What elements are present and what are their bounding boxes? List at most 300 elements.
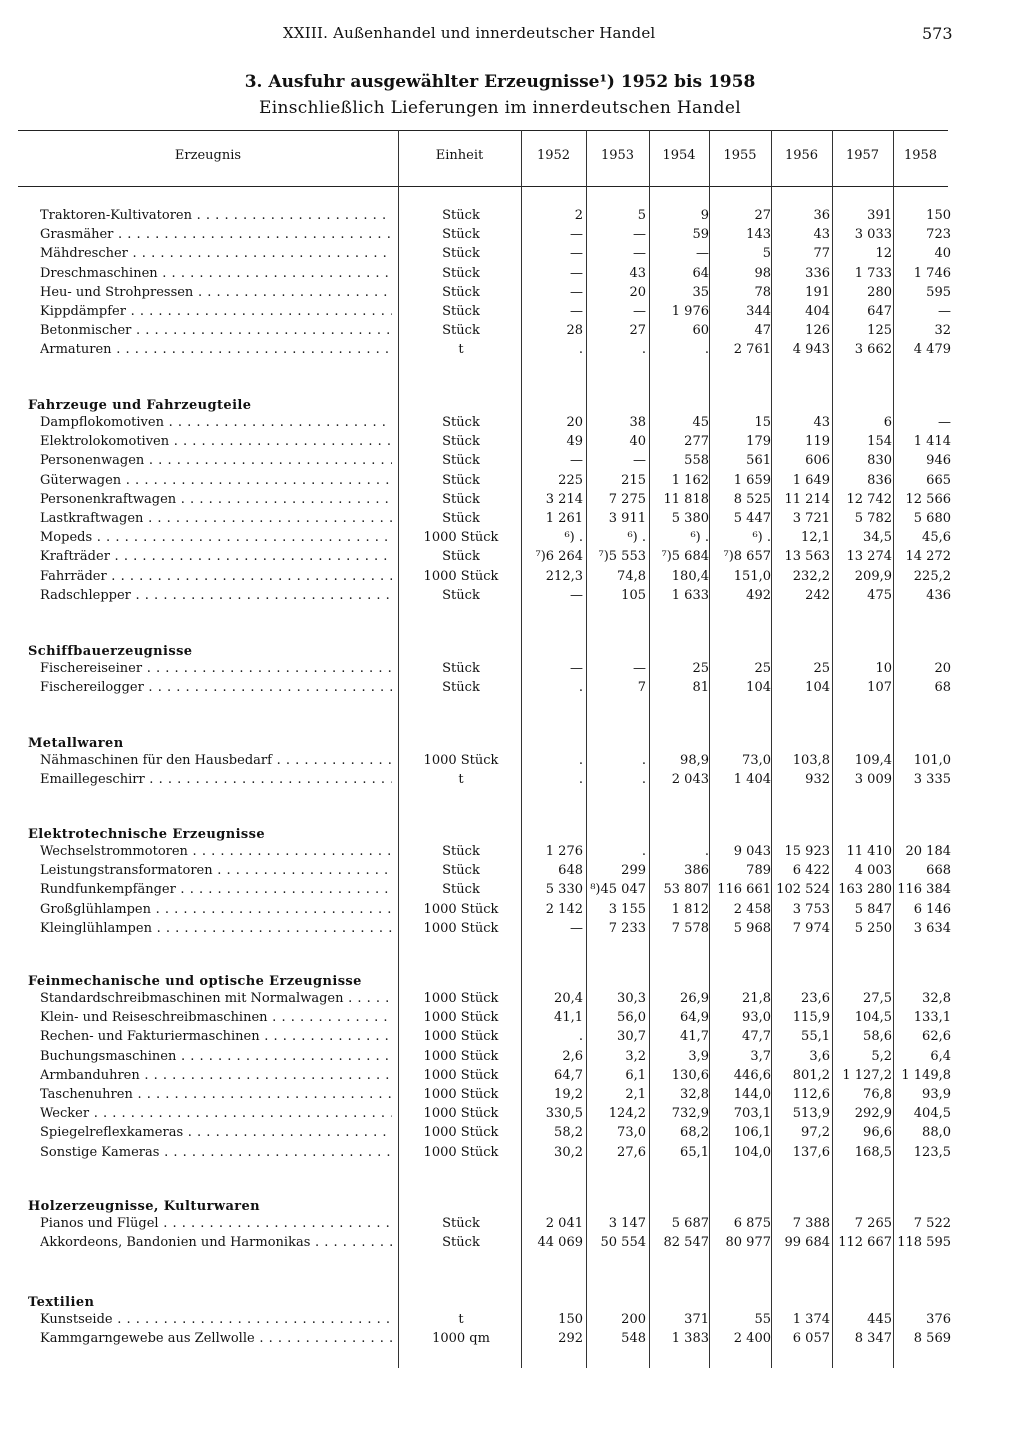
value-1953: 73,0 (617, 1125, 646, 1141)
value-1957: 5 782 (854, 511, 892, 526)
product-name: Dampflokomotiven . . . (40, 415, 392, 430)
header-year-1955: 1955 (723, 148, 757, 163)
value-1955: 1 404 (733, 772, 771, 788)
value-1955: 492 (746, 587, 771, 603)
value-1954: 45 (692, 415, 709, 430)
value-1953: — (633, 661, 646, 676)
value-1957: 154 (867, 434, 892, 450)
value-1955: 5 (762, 246, 771, 262)
section-heading: Feinmechanische und optische Erzeugnisse (28, 974, 362, 989)
value-1954: 64 (692, 265, 709, 281)
value-1958: 93,9 (922, 1087, 951, 1102)
value-1952: 225 (558, 472, 583, 488)
table-row (18, 1010, 951, 1029)
value-1954: 1 162 (671, 472, 709, 488)
value-1958: 40 (934, 246, 951, 262)
unit-cell: Stück (442, 453, 480, 469)
value-1958: 723 (926, 227, 951, 243)
product-name: Rundfunkempfänger . . . (40, 882, 392, 897)
value-1954: 68,2 (680, 1125, 709, 1141)
value-1957: 8 347 (854, 1331, 892, 1347)
value-1953: 20 (629, 284, 646, 300)
product-name: Personenwagen . . . (40, 453, 392, 468)
product-name: Elektrolokomotiven . . . (40, 434, 392, 449)
value-1957: 27,5 (863, 991, 892, 1006)
value-1953: . (641, 844, 646, 859)
value-1954: 1 976 (671, 304, 709, 319)
value-1952: 330,5 (545, 1106, 583, 1122)
value-1958: 225,2 (913, 568, 951, 584)
unit-cell: 1000 Stück (423, 530, 499, 546)
product-name: Güterwagen . . . (40, 473, 392, 488)
value-1953: 38 (629, 415, 646, 430)
value-1954: 82 547 (663, 1235, 709, 1251)
unit-cell: Stück (442, 304, 480, 319)
value-1957: 125 (867, 323, 892, 339)
table-row (18, 530, 951, 549)
product-name: Kippdämpfer . . . (40, 304, 392, 319)
header-einheit: Einheit (435, 148, 484, 163)
value-1957: 280 (867, 284, 892, 300)
table-row (18, 1312, 951, 1331)
value-1954: 1 633 (671, 587, 709, 603)
product-name: Armbanduhren . . . (40, 1068, 392, 1083)
value-1955: 80 977 (725, 1235, 771, 1251)
value-1952: ⁶) . (564, 530, 583, 546)
header-year-1958: 1958 (903, 148, 938, 163)
page-header (0, 24, 1024, 48)
value-1956: 3 721 (792, 511, 830, 526)
value-1957: 12 742 (846, 491, 892, 507)
product-name: Standardschreibmaschinen mit Normalwagen . . . (40, 991, 392, 1006)
product-name: Kammgarngewebe aus Zellwolle . . . (40, 1331, 392, 1346)
value-1956: 4 943 (792, 342, 830, 358)
value-1956: 36 (813, 208, 830, 223)
value-1955: 561 (746, 453, 771, 469)
product-name: Traktoren-Kultivatoren . . . (40, 208, 392, 223)
product-name: Grasmäher . . . (40, 227, 392, 242)
value-1952: 2 142 (545, 901, 583, 917)
value-1952: 1 276 (545, 844, 583, 859)
export-table (18, 130, 951, 1368)
unit-cell: Stück (442, 587, 480, 603)
value-1953: 105 (621, 587, 646, 603)
value-1958: 1 149,8 (901, 1067, 951, 1083)
table-row (18, 680, 951, 699)
value-1955: 3,7 (750, 1048, 771, 1064)
unit-cell: 1000 Stück (423, 1029, 499, 1045)
value-1952: 64,7 (554, 1067, 583, 1083)
value-1953: . (641, 772, 646, 788)
value-1957: 391 (867, 208, 892, 223)
value-1955: 144,0 (733, 1087, 771, 1102)
value-1958: 88,0 (922, 1125, 951, 1141)
product-name: Akkordeons, Bandonien und Harmonikas . . . (40, 1235, 392, 1250)
table-row (18, 1048, 951, 1068)
value-1952: 58,2 (554, 1125, 583, 1141)
value-1953: 43 (629, 265, 646, 281)
unit-cell: Stück (442, 844, 480, 859)
value-1958: 32,8 (922, 991, 951, 1006)
value-1957: 58,6 (863, 1029, 892, 1045)
running-title: XXIII. Außenhandel und innerdeutscher Handel (283, 24, 656, 42)
value-1957: 5,2 (871, 1048, 892, 1064)
value-1956: 404 (805, 304, 830, 319)
table-row (18, 549, 951, 568)
table-row (18, 491, 951, 511)
table-row (18, 882, 951, 901)
value-1958: 32 (934, 323, 951, 339)
value-1954: 5 687 (671, 1216, 709, 1231)
unit-cell: Stück (442, 680, 480, 696)
value-1952: 212,3 (545, 568, 583, 584)
value-1958: 595 (926, 284, 951, 300)
value-1953: 200 (621, 1312, 646, 1327)
value-1954: 2 043 (671, 772, 709, 788)
header-year-1954: 1954 (662, 148, 696, 163)
value-1956: 7 974 (792, 920, 830, 936)
product-name: Buchungsmaschinen . . . (40, 1049, 392, 1064)
value-1952: — (570, 227, 583, 243)
value-1955: 93,0 (742, 1010, 771, 1026)
unit-cell: 1000 Stück (423, 1106, 499, 1122)
product-name: Fischereiseiner . . . (40, 661, 392, 676)
value-1952: 648 (558, 863, 583, 879)
value-1954: 11 818 (663, 491, 709, 507)
section-heading: Fahrzeuge und Fahrzeugteile (28, 398, 252, 413)
value-1957: 76,8 (863, 1087, 892, 1102)
value-1954: — (696, 246, 709, 262)
value-1956: 7 388 (792, 1216, 830, 1231)
value-1958: 8 569 (913, 1331, 951, 1347)
value-1954: 1 383 (671, 1331, 709, 1347)
table-row (18, 1029, 951, 1048)
value-1957: 836 (867, 472, 892, 488)
value-1955: 15 (754, 415, 771, 430)
value-1955: 78 (754, 284, 771, 300)
value-1952: 49 (566, 434, 583, 450)
product-name: Kunstseide . . . (40, 1312, 392, 1327)
product-name: Heu- und Strohpressen . . . (40, 285, 392, 300)
table-row (18, 453, 951, 472)
value-1953: 40 (629, 434, 646, 450)
value-1952: — (570, 920, 583, 936)
unit-cell: Stück (442, 208, 480, 223)
value-1958: 1 746 (913, 265, 951, 281)
section-heading: Holzerzeugnisse, Kulturwaren (28, 1199, 261, 1214)
value-1958: — (938, 415, 951, 430)
value-1958: 45,6 (922, 530, 951, 546)
value-1956: 801,2 (792, 1067, 830, 1083)
value-1953: ⁷)5 553 (598, 549, 646, 565)
table-row (18, 342, 951, 361)
value-1954: 5 380 (671, 511, 709, 526)
table-row (18, 415, 951, 434)
value-1957: 3 662 (854, 342, 892, 358)
value-1954: 371 (684, 1312, 709, 1327)
value-1955: 344 (746, 304, 771, 319)
value-1954: 1 812 (671, 901, 709, 917)
value-1958: 123,5 (913, 1144, 951, 1160)
value-1955: 106,1 (733, 1125, 771, 1141)
value-1958: 376 (926, 1312, 951, 1327)
value-1952: 44 069 (537, 1235, 583, 1251)
value-1954: 35 (692, 284, 709, 300)
value-1957: 209,9 (854, 568, 892, 584)
value-1956: 55,1 (801, 1029, 830, 1045)
table-row (18, 920, 951, 940)
value-1952: 41,1 (554, 1010, 583, 1026)
value-1955: 55 (754, 1312, 771, 1327)
value-1952: — (570, 284, 583, 300)
product-name: Klein- und Reiseschreibmaschinen . . . (40, 1010, 392, 1025)
value-1956: 11 214 (784, 491, 830, 507)
value-1955: 2 400 (733, 1331, 771, 1347)
value-1955: 27 (754, 208, 771, 223)
value-1954: 732,9 (671, 1106, 709, 1122)
value-1952: 30,2 (554, 1144, 583, 1160)
value-1958: 20 184 (905, 844, 951, 859)
value-1955: 25 (754, 661, 771, 676)
unit-cell: 1000 Stück (423, 1125, 499, 1141)
value-1953: 215 (621, 472, 646, 488)
value-1956: 242 (805, 587, 830, 603)
value-1953: 3 911 (608, 511, 646, 526)
value-1958: — (938, 304, 951, 319)
value-1958: 101,0 (913, 753, 951, 768)
value-1956: 932 (805, 772, 830, 788)
value-1958: 3 335 (913, 772, 951, 788)
value-1954: 277 (684, 434, 709, 450)
value-1956: 115,9 (792, 1010, 830, 1026)
value-1952: . (578, 680, 583, 696)
value-1958: 116 384 (897, 882, 951, 898)
value-1952: — (570, 587, 583, 603)
value-1956: 43 (813, 415, 830, 430)
value-1952: 1 261 (545, 511, 583, 526)
value-1957: 5 250 (854, 920, 892, 936)
table-row (18, 1144, 951, 1164)
unit-cell: 1000 Stück (423, 1144, 499, 1160)
value-1958: 133,1 (913, 1010, 951, 1026)
product-name: Lastkraftwagen . . . (40, 511, 392, 526)
value-1954: 41,7 (680, 1029, 709, 1045)
unit-cell: Stück (442, 227, 480, 243)
value-1956: 232,2 (792, 568, 830, 584)
value-1953: 7 275 (608, 491, 646, 507)
header-year-1952: 1952 (536, 148, 571, 163)
table-row (18, 511, 951, 530)
table-row (18, 991, 951, 1010)
value-1953: 27 (629, 323, 646, 339)
value-1958: 668 (926, 863, 951, 879)
table-row (18, 1216, 951, 1235)
value-1957: 96,6 (863, 1125, 892, 1141)
value-1952: 150 (558, 1312, 583, 1327)
product-name: Spiegelreflexkameras . . . (40, 1125, 392, 1140)
value-1957: 107 (867, 680, 892, 696)
value-1958: 7 522 (913, 1216, 951, 1231)
unit-cell: t (458, 342, 464, 358)
table-row (18, 434, 951, 453)
value-1953: . (641, 342, 646, 358)
value-1955: 104,0 (733, 1144, 771, 1160)
value-1955: 179 (746, 434, 771, 450)
table-row (18, 863, 951, 882)
product-name: Taschenuhren . . . (40, 1087, 392, 1102)
value-1955: 446,6 (733, 1067, 771, 1083)
page-number: 573 (922, 24, 953, 43)
product-name: Personenkraftwagen . . . (40, 492, 392, 507)
value-1953: 56,0 (617, 1010, 646, 1026)
table-row (18, 1087, 951, 1106)
value-1956: 97,2 (801, 1125, 830, 1141)
value-1953: 74,8 (617, 568, 646, 584)
value-1954: 3,9 (688, 1048, 709, 1064)
value-1957: 4 003 (854, 863, 892, 879)
value-1957: 10 (875, 661, 892, 676)
value-1955: ⁷)8 657 (723, 549, 771, 565)
value-1952: — (570, 453, 583, 469)
value-1952: 19,2 (554, 1087, 583, 1102)
value-1954: ⁷)5 684 (661, 549, 709, 565)
product-name: Pianos und Flügel . . . (40, 1216, 392, 1231)
value-1957: 6 (883, 415, 892, 430)
product-name: Mähdrescher . . . (40, 246, 392, 261)
section-heading: Textilien (28, 1295, 95, 1310)
unit-cell: Stück (442, 265, 480, 281)
value-1954: 558 (684, 453, 709, 469)
value-1953: 548 (621, 1331, 646, 1347)
value-1958: 150 (926, 208, 951, 223)
value-1953: 2,1 (625, 1087, 646, 1102)
product-name: Fahrräder . . . (40, 569, 392, 584)
value-1952: 20 (566, 415, 583, 430)
table-body (18, 130, 951, 1368)
table-row (18, 587, 951, 607)
value-1955: 104 (746, 680, 771, 696)
value-1953: . (641, 753, 646, 768)
unit-cell: Stück (442, 1216, 480, 1231)
value-1956: 1 649 (792, 472, 830, 488)
value-1956: 103,8 (792, 753, 830, 768)
value-1956: 606 (805, 453, 830, 469)
table-row (18, 844, 951, 863)
value-1953: 5 (637, 208, 646, 223)
value-1954: 98,9 (680, 753, 709, 768)
value-1956: 77 (813, 246, 830, 262)
product-name: Sonstige Kameras . . . (40, 1145, 392, 1160)
value-1956: 3,6 (809, 1048, 830, 1064)
table-title: 3. Ausfuhr ausgewählter Erzeugnisse¹) 1952 bis 1958 (244, 72, 756, 92)
value-1958: 665 (926, 472, 951, 488)
value-1958: 20 (934, 661, 951, 676)
value-1956: 112,6 (792, 1087, 830, 1102)
table-row (18, 901, 951, 921)
table-row (18, 753, 951, 772)
unit-cell: Stück (442, 323, 480, 339)
value-1956: 6 422 (792, 863, 830, 879)
unit-cell: 1000 Stück (423, 901, 499, 917)
value-1953: 3,2 (625, 1048, 646, 1064)
unit-cell: Stück (442, 661, 480, 676)
value-1953: 7 (637, 680, 646, 696)
value-1955: 2 458 (733, 901, 771, 917)
value-1956: 23,6 (801, 991, 830, 1006)
table-row (18, 1331, 951, 1350)
value-1958: 3 634 (913, 920, 951, 936)
value-1958: 946 (926, 453, 951, 469)
value-1953: 3 147 (608, 1216, 646, 1231)
section-heading: Schiffbauerzeugnisse (28, 644, 193, 659)
product-name: Wechselstrommotoren . . . (40, 844, 392, 859)
value-1952: — (570, 265, 583, 281)
value-1952: 3 214 (545, 491, 583, 507)
product-name: Rechen- und Fakturiermaschinen . . . (40, 1029, 392, 1044)
header-year-1953: 1953 (600, 148, 635, 163)
value-1954: 65,1 (680, 1144, 709, 1160)
value-1958: 68 (934, 680, 951, 696)
value-1952: 292 (558, 1331, 583, 1347)
unit-cell: Stück (442, 511, 480, 526)
value-1957: 5 847 (854, 901, 892, 917)
value-1957: 830 (867, 453, 892, 469)
value-1957: 163 280 (838, 882, 892, 898)
value-1954: 9 (700, 208, 709, 223)
unit-cell: Stück (442, 1235, 480, 1251)
value-1956: 3 753 (792, 901, 830, 917)
value-1953: — (633, 453, 646, 469)
table-row (18, 472, 951, 492)
value-1955: 47 (754, 323, 771, 339)
value-1954: 64,9 (680, 1010, 709, 1026)
value-1954: 130,6 (671, 1067, 709, 1083)
value-1953: ⁸)45 047 (590, 882, 646, 898)
value-1953: 3 155 (608, 901, 646, 917)
value-1955: 73,0 (742, 753, 771, 768)
value-1957: 112 667 (838, 1235, 892, 1251)
unit-cell: 1000 Stück (423, 991, 499, 1006)
value-1954: 7 578 (671, 920, 709, 936)
value-1957: 1 127,2 (842, 1067, 892, 1083)
value-1953: 7 233 (608, 920, 646, 936)
value-1952: ⁷)6 264 (535, 549, 583, 565)
product-name: Kleinglühlampen . . . (40, 921, 392, 936)
unit-cell: Stück (442, 882, 480, 898)
value-1952: . (578, 753, 583, 768)
table-row (18, 246, 951, 265)
value-1957: 3 033 (854, 227, 892, 243)
value-1957: 104,5 (854, 1010, 892, 1026)
value-1952: . (578, 342, 583, 358)
value-1955: 116 661 (717, 882, 771, 898)
value-1957: 7 265 (854, 1216, 892, 1231)
value-1956: 191 (805, 284, 830, 300)
value-1954: 60 (692, 323, 709, 339)
value-1955: 5 447 (733, 511, 771, 526)
value-1956: 102 524 (776, 882, 830, 898)
value-1956: 43 (813, 227, 830, 243)
value-1955: ⁶) . (752, 530, 771, 546)
value-1954: 59 (692, 227, 709, 243)
product-name: Armaturen . . . (40, 342, 392, 357)
header-erzeugnis: Erzeugnis (174, 148, 242, 163)
unit-cell: Stück (442, 415, 480, 430)
value-1958: 6,4 (930, 1048, 951, 1064)
table-row (18, 1125, 951, 1144)
value-1957: 11 410 (846, 844, 892, 859)
unit-cell: t (458, 1312, 464, 1327)
